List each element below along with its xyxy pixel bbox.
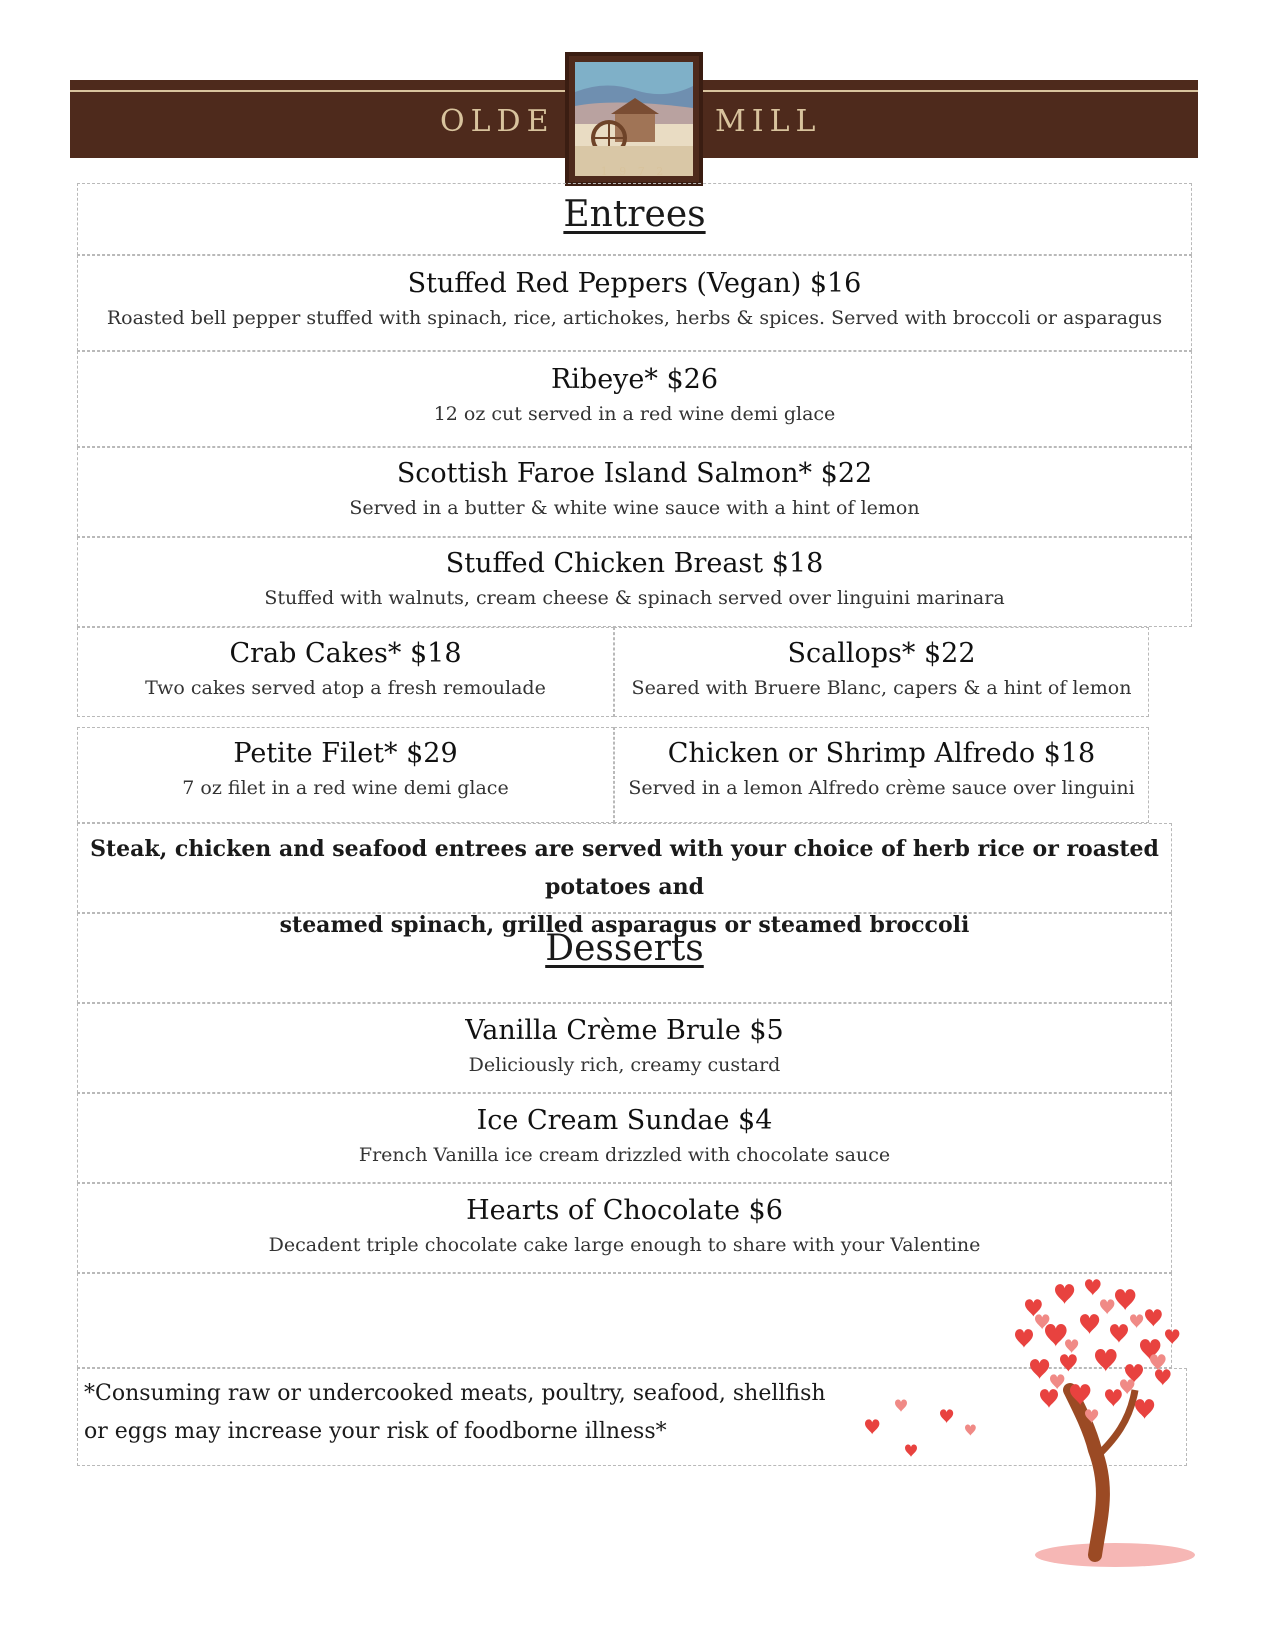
item-name: Petite Filet* $29 <box>233 738 458 769</box>
brand-left: OLDE <box>440 104 555 139</box>
menu-item <box>77 1093 1172 1183</box>
item-description: Stuffed with walnuts, cream cheese & spinach served over linguini marinara <box>264 587 1005 609</box>
menu-item <box>77 1003 1172 1093</box>
mill-logo <box>565 52 703 186</box>
item-name: Stuffed Chicken Breast $18 <box>445 548 824 579</box>
item-description: Two cakes served atop a fresh remoulade <box>145 677 546 699</box>
sides-note-line-1: Steak, chicken and seafood entrees are served with your choice of herb rice or roasted potatoes and <box>90 836 1159 900</box>
desserts-title: Desserts <box>545 928 704 969</box>
item-name: Crab Cakes* $18 <box>229 638 462 669</box>
entrees-header <box>77 183 1192 255</box>
item-name: Ribeye* $26 <box>550 364 719 395</box>
entrees-title: Entrees <box>563 194 706 235</box>
item-description: 7 oz filet in a red wine demi glace <box>182 777 509 799</box>
item-description: Deliciously rich, creamy custard <box>468 1054 781 1076</box>
item-description: Served in a butter & white wine sauce with a hint of lemon <box>349 497 920 519</box>
item-description: 12 oz cut served in a red wine demi glace <box>433 403 836 425</box>
item-name: Vanilla Crème Brule $5 <box>465 1015 784 1046</box>
menu-item <box>77 447 1192 537</box>
item-name: Scallops* $22 <box>787 638 976 669</box>
menu-item <box>77 1183 1172 1273</box>
menu-item <box>614 727 1149 823</box>
brand-right: MILL <box>715 104 822 139</box>
item-description: French Vanilla ice cream drizzled with chocolate sauce <box>358 1144 891 1166</box>
item-description: Seared with Bruere Blanc, capers & a hint of lemon <box>631 677 1132 699</box>
menu-item <box>614 627 1149 717</box>
item-description: Roasted bell pepper stuffed with spinach, rice, artichokes, herbs & spices. Served with broccoli or asparagus <box>106 307 1163 329</box>
menu-item <box>77 627 614 717</box>
heart-tree-illustration <box>865 1270 1195 1570</box>
warning-line-1: *Consuming raw or undercooked meats, poultry, seafood, shellfish <box>84 1381 826 1406</box>
sides-note <box>77 823 1172 938</box>
menu-item <box>77 537 1192 627</box>
warning-line-2: or eggs may increase your risk of foodborne illness* <box>84 1419 667 1444</box>
item-name: Stuffed Red Peppers (Vegan) $16 <box>407 268 862 299</box>
menu-item <box>77 351 1192 447</box>
item-name: Hearts of Chocolate $6 <box>466 1195 783 1226</box>
item-description: Served in a lemon Alfredo crème sauce over linguini <box>628 777 1135 799</box>
desserts-header <box>77 913 1172 1003</box>
sides-note-line-2: steamed spinach, grilled asparagus or steamed broccoli <box>279 912 970 938</box>
item-name: Scottish Faroe Island Salmon* $22 <box>396 458 873 489</box>
item-name: Ice Cream Sundae $4 <box>476 1105 773 1136</box>
menu-item <box>77 727 614 823</box>
item-name: Chicken or Shrimp Alfredo $18 <box>667 738 1096 769</box>
menu-item <box>77 255 1192 351</box>
logo-year: 1 9 7 2 <box>600 165 668 178</box>
item-description: Decadent triple chocolate cake large enough to share with your Valentine <box>268 1234 981 1256</box>
